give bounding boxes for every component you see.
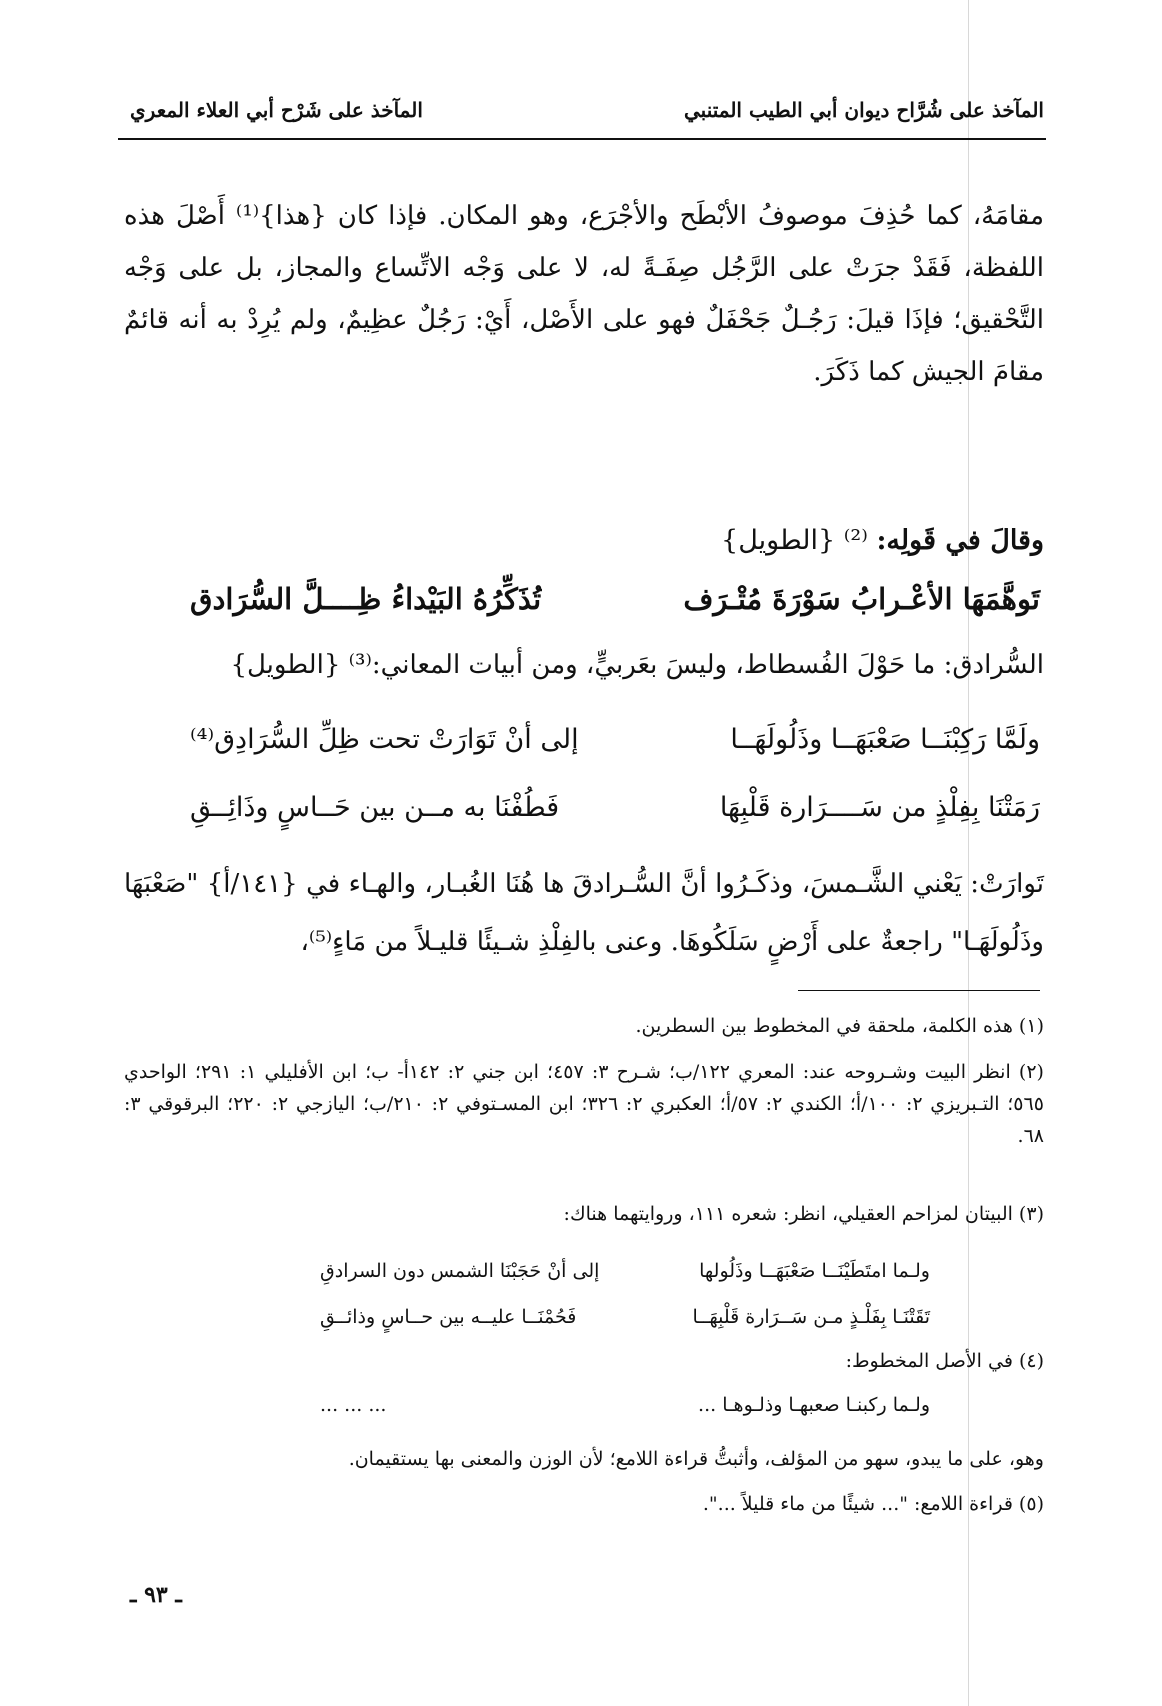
verse-3 [190,792,1040,842]
verse-2 [190,724,1040,774]
verse-intro [721,525,1044,556]
footnote-3: (٣) البيتان لمزاحم العقيلي، انظر: شعره ١١١، وروايتهما هناك: [563,1203,1044,1225]
running-header-right: المآخذ على شُرَّاح ديوان أبي الطيب المتنبي [684,98,1044,122]
header-rule [118,138,1046,140]
verse-2-second-hemistich: إلى أنْ تَوَارَتْ تحت ظِلِّ السُّرَادِق⁽⁴⁾ [190,724,579,755]
verse-3-first-hemistich: رَمَتْنَا بِفِلْذٍ من سَــــرَارة قَلْبِهَا [719,792,1040,823]
footnote-4: (٤) في الأصل المخطوط: [845,1350,1044,1372]
body-paragraph-2: تَوارَتْ: يَعْني الشَّـمسَ، وذكَـرُوا أنَّ السُّـرادقَ ها هُنَا الغُبـار، والهـاء في {١٤١/أ} "صَعْبَهَا وذَلُولَهَـا" راجعةٌ على أَرْضٍ سَلَكُوهَا. وعنى بالفِلْذِ شـيئًا قليـلاً من مَاءٍ⁽⁵⁾، [124,869,1044,957]
verse-1-second-hemistich: تُذَكِّرُهُ البَيْداءُ ظِــــلَّ السُّرَادق [190,582,542,616]
verse-1 [190,582,1040,632]
footnote-3-verse-1-second: إلى أنْ حَجَبْنَا الشمس دون السرادقِ [320,1260,600,1282]
footnote-2: (٢) انظر البيت وشـروحه عند: المعري ١٢٢/ب؛ شـرح ٣: ٤٥٧؛ ابن جني ٢: ١٤٢أ- ب؛ ابن الأفليلي ١: ٢٩١؛ الواحدي ٥٦٥؛ التـبريزي ٢: ١٠٠/أ؛ الكندي ٢: ٥٧/أ؛ العكبري ٢: ٣٢٦؛ ابن المسـتوفي ٢: ٢١٠/ب؛ اليازجي ٢: ٢٢٠؛ البرقوقي ٣: ٦٨. [124,1061,1044,1147]
meter-label: {الطويل} [721,525,836,556]
page-number: ـ ٩٣ ـ [130,1582,182,1608]
footnote-4-verse-first: ولـما ركبنـا صعبهـا وذلـوهـا ... [698,1394,930,1416]
footnote-ref-2: ⁽²⁾ [843,525,868,556]
verse-intro-text: وقالَ في قَولِه: [876,525,1044,556]
footnote-5: (٥) قراءة اللامع: "... شيئًا من ماء قليلاً ...". [702,1493,1044,1515]
footnote-3-verse-2-first: تَقَتْنَـا بِفَلْـذٍ مـن سَــرَارة قَلْبِهَــا [692,1306,930,1328]
verse-3-second-hemistich: فَطُفْنَا به مــن بين حَــاسٍ وذَائِــقِ [190,792,560,823]
body-paragraph-1: مقامَهُ، كما حُذِفَ موصوفُ الأبْطَح والأجْرَع، وهو المكان. فإذا كان {هذا}⁽¹⁾ أَصْلَ هذه اللفظة، فَقَدْ جرَتْ على الرَّجُل صِفَـةً له، لا على وَجْه الاتِّساع والمجاز، بل على وَجْه التَّحْقيق؛ فإذَا قيلَ: رَجُـلٌ جَحْفَلٌ فهو على الأَصْل، أَيْ: رَجُلٌ عظِيمٌ، ولم يُرِدْ به أنه قائمٌ مقامَ الجيش كما ذَكَرَ. [124,201,1045,387]
footnote-3-verse-2-second: فَحُمْنَــا عليــه بين حــاسٍ وذائــقِ [320,1306,577,1328]
verse-1-first-hemistich: تَوهَّمَهَا الأعْـرابُ سَوْرَةَ مُتْـرَف [683,582,1040,616]
footnote-4-comment: وهو، على ما يبدو، سهو من المؤلف، وأثبتُّ قراءة اللامع؛ لأن الوزن والمعنى بها يستقيمان. [348,1448,1044,1470]
footnote-3-verse-1-first: ولـما امتَطَيْنَــا صَعْبَهَــا وذَلُولها [699,1260,930,1282]
running-header-left: المآخذ على شَرْح أبي العلاء المعري [130,98,423,122]
footnote-1: (١) هذه الكلمة، ملحقة في المخطوط بين السطرين. [635,1015,1044,1037]
verse-2-first-hemistich: ولَمَّا رَكِبْنَــا صَعْبَهَــا وذَلُولَهَــا [730,724,1040,755]
footnote-separator [798,990,1040,991]
footnote-4-verse-second: ... ... ... [320,1394,387,1416]
suradiq-definition: السُّرادق: ما حَوْلَ الفُسطاط، وليسَ بعَربيٍّ، ومن أبيات المعاني:⁽³⁾ {الطويل} [230,650,1044,680]
